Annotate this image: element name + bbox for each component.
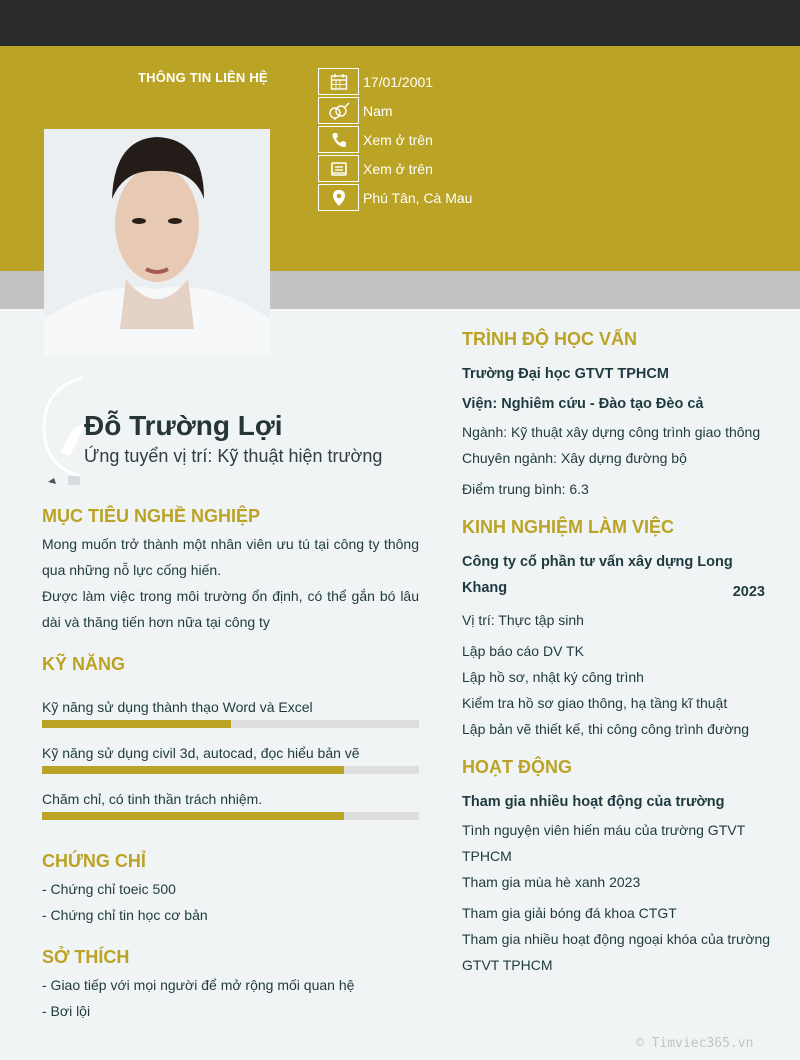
- calendar-icon: [318, 68, 359, 95]
- activities-text-2: Tham gia giải bóng đá khoa CTGT Tham gia nhiều hoạt động ngoại khóa của trường GTVT TPHCM: [462, 905, 771, 973]
- skill-bar-fill: [42, 812, 344, 820]
- contact-email-text: Xem ở trên: [363, 160, 433, 177]
- contact-list: [318, 67, 472, 212]
- hobbies-title: SỞ THÍCH: [42, 947, 130, 967]
- top-bar: [0, 0, 800, 46]
- skills-title: KỸ NĂNG: [42, 654, 126, 674]
- contact-birthday: [318, 67, 472, 96]
- contact-email: [318, 154, 472, 183]
- experience-position: Vị trí: Thực tập sinh: [462, 612, 584, 628]
- experience-year: 2023: [732, 584, 765, 600]
- experience-company: Công ty cổ phần tư vấn xây dựng Long Khang: [462, 554, 733, 596]
- certificates-title: CHỨNG CHỈ: [42, 851, 146, 871]
- skill-label: Kỹ năng sử dụng civil 3d, autocad, đọc hiểu bản vẽ: [42, 745, 360, 761]
- footer-watermark: © Timviec365.vn: [636, 1036, 754, 1051]
- skill-label: Chăm chỉ, có tinh thần trách nhiệm.: [42, 791, 263, 807]
- contact-birthday-text: 17/01/2001: [363, 73, 434, 90]
- hobbies-text: - Giao tiếp với mọi người để mở rộng mối quan hệ - Bơi lội: [42, 977, 355, 1019]
- contact-phone: [318, 125, 472, 154]
- avatar: [44, 129, 270, 355]
- skill-bar-fill: [42, 766, 344, 774]
- activities-heading: Tham gia nhiều hoạt động của trường: [462, 794, 725, 810]
- email-icon: [318, 155, 359, 182]
- contact-address: [318, 183, 472, 212]
- education-institute: Viện: Nghiêm cứu - Đào tạo Đèo cả: [462, 396, 704, 412]
- contact-gender-text: Nam: [363, 102, 393, 119]
- apply-position: Ứng tuyển vị trí: Kỹ thuật hiện trường: [84, 446, 383, 466]
- decoration-arc-icon: [40, 376, 90, 488]
- experience-title: KINH NGHIỆM LÀM VIỆC: [462, 517, 675, 537]
- contact-phone-text: Xem ở trên: [363, 131, 433, 148]
- objective-title: MỤC TIÊU NGHỀ NGHIỆP: [42, 506, 261, 526]
- education-school: Trường Đại học GTVT TPHCM: [462, 366, 669, 382]
- skill-bar: [42, 720, 419, 728]
- skill-bar: [42, 812, 419, 820]
- experience-tasks: Lập báo cáo DV TK Lập hồ sơ, nhật ký công trình Kiểm tra hồ sơ giao thông, hạ tầng kĩ thuật Lập bản vẽ thiết kế, thi công công trình đường: [462, 643, 750, 737]
- phone-icon: [318, 126, 359, 153]
- education-specialty: Chuyên ngành: Xây dựng đường bộ: [462, 450, 687, 466]
- skill-label: Kỹ năng sử dụng thành thạo Word và Excel: [42, 699, 313, 715]
- contact-gender: [318, 96, 472, 125]
- gender-icon: [318, 97, 359, 124]
- contact-address-text: Phú Tân, Cà Mau: [363, 189, 473, 206]
- activities-title: HOẠT ĐỘNG: [462, 757, 572, 777]
- objective-text: Mong muốn trở thành một nhân viên ưu tú tại công ty thông qua những nỗ lực cống hiến. Được làm việc trong môi trường ổn định, có thể gắn bó lâu dài và thăng tiến hơn nữa tại công ty: [42, 536, 419, 630]
- skill-bar-fill: [42, 720, 231, 728]
- education-gpa: Điểm trung bình: 6.3: [462, 481, 589, 497]
- contact-title: THÔNG TIN LIÊN HỆ: [138, 70, 268, 85]
- certificates-text: - Chứng chỉ toeic 500 - Chứng chỉ tin học cơ bản: [42, 881, 208, 923]
- location-icon: [318, 184, 359, 211]
- activities-text-1: Tình nguyện viên hiến máu của trường GTVT TPHCM Tham gia mùa hè xanh 2023: [462, 822, 745, 890]
- education-major: Ngành: Kỹ thuật xây dựng công trình giao thông: [462, 424, 761, 440]
- candidate-name: Đỗ Trường Lợi: [84, 410, 283, 441]
- education-title: TRÌNH ĐỘ HỌC VẤN: [462, 329, 637, 349]
- skill-bar: [42, 766, 419, 774]
